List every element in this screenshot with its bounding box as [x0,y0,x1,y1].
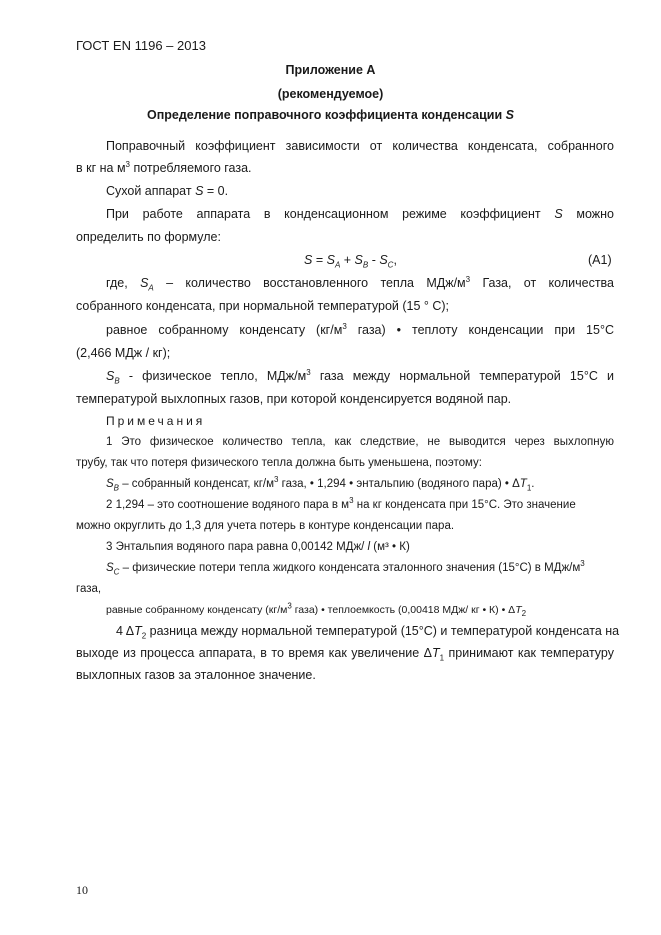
note-2-line-1 [106,497,576,513]
dry-symbol: S [195,184,204,198]
heading-text: Определение поправочного коэффициента конденсации [147,108,503,122]
sc-t: T [515,604,522,616]
sc-line-1 [106,560,585,576]
equal-line-2: (2,466 МДж / кг); [76,346,171,360]
where-sup: 3 [465,275,471,284]
n1-text-2: газа, • 1,294 • энтальпию (водяного пара) • Δ [278,478,520,490]
notes-heading: Примечания [106,414,206,428]
sb-line-2: температурой выхлопных газов, при которой конденсируется водяной пар. [76,392,512,406]
n3-text-end: (м³ • К) [370,541,410,553]
p1-sup: 3 [125,159,130,169]
note-4-line-3: выхлопных газов за эталонное значение. [76,668,316,682]
equal-part [106,323,347,337]
note-1-line-1: 1 Это физическое количество тепла, как следствие, не выводится через выхлопную [106,436,614,448]
p3-text: При работе аппарата в конденсационном режиме коэффициент [106,207,541,221]
dry-value: = 0. [203,184,229,198]
n2-text: 2 1,294 – это соотношение водяного пара в м [106,499,350,511]
sb-text: - физическое тепло, МДж/м [128,369,307,383]
note-4-line-1 [116,623,619,639]
formula-sa: S [326,253,335,267]
n1-tsub: 1 [526,483,532,493]
sc-sup: 3 [580,559,585,569]
n1-sup: 3 [274,475,279,485]
n2-sup: 3 [349,496,354,506]
n1-t: T [519,478,527,490]
n4-text-2: разница между нормальной температурой (15°С) и температурой конденсата на [146,624,620,638]
dry-text: Сухой аппарат [106,184,196,198]
formula-s: S [304,253,313,267]
formula-sc: S [379,253,388,267]
n4-tsub: 2 [141,631,147,641]
sc-text: – физические потери тепла жидкого конденсата эталонного значения (15°С) в МДж/м [119,562,581,574]
heading-symbol: S [505,108,514,122]
page-number: 10 [76,883,88,897]
sb-line-1 [106,368,614,384]
formula-a1 [304,252,397,268]
paragraph-1-line-2 [76,160,252,176]
note-1-line-2: трубу, так что потеря физического тепла должна быть уменьшена, поэтому: [76,457,482,469]
sb-desc [129,369,311,383]
equal-text-end: газа) • теплоту конденсации при 15°С [357,323,614,337]
p1-text: в кг на м [76,161,126,175]
n2-text-end: на кг конденсата при 15°С. Это значение [353,499,576,511]
sc-line-2: газа, [76,583,102,595]
p1-text-end: потребляемого газа. [130,161,252,175]
sb-sub: B [114,376,120,384]
n4-text-4: принимают как температуру [448,646,614,660]
formula-sb-sub: B [362,260,369,270]
note-3-line [106,539,410,555]
n1-end: . [531,478,535,490]
where-s: S [140,276,149,290]
equal-sup: 3 [342,322,347,331]
sb-text-end: газа между нормальной температурой 15°С и [319,369,614,383]
sc-text-3: газа) • теплоемкость (0,00418 МДж/ кг • К) • Δ [291,604,516,616]
formula-eq: = [312,253,327,267]
formula-end: , [393,253,397,267]
sc-s: S [106,562,114,574]
where-text: где, [106,276,128,290]
formula-sb: S [354,253,363,267]
sb-sup: 3 [306,368,311,377]
n4-text: 4 Δ [116,624,135,638]
formula-minus: - [368,253,380,267]
equal-text: равное собранному конденсату (кг/м [106,323,343,337]
sc-sup-2: 3 [287,601,292,611]
n4-t1: T [431,646,440,660]
note-4-line-2 [76,645,614,661]
n3-text: 3 Энтальпия водяного пара равна 0,00142 МДж/ [106,541,368,553]
formula-number: (А1) [588,253,612,267]
equal-line-1 [106,322,614,338]
sc-tsub: 2 [521,609,527,619]
appendix-status: (рекомендуемое) [277,87,384,101]
sc-line-3 [106,602,526,618]
n4-t1sub: 1 [439,653,445,661]
where-symbol [140,276,154,290]
formula-plus: + [340,253,355,267]
where-line-2: собранного конденсата, при нормальной температурой (15 ° С); [76,299,450,313]
paragraph-3-line-1 [106,206,614,222]
where-desc [166,276,470,290]
note-2-line-2: можно округлить до 1,3 для учета потерь в контуре конденсации пара. [76,520,455,532]
paragraph-1-line-1: Поправочный коэффициент зависимости от количества конденсата, собранного [106,139,614,153]
n4-text-3: выходе из процесса аппарата, в то время как увеличение Δ [76,646,432,660]
where-sub: A [148,283,154,291]
formula-sc-sub: C [387,260,394,270]
formula-sa-sub: A [334,260,341,270]
appendix-heading [0,107,661,123]
dry-apparatus-line [106,183,228,199]
n4-t: T [134,624,142,638]
sc-text-2: равные собранному конденсату (кг/м [106,604,288,616]
appendix-title: Приложение А [285,63,376,77]
where-desc-text: – количество восстановленного тепла МДж/м [166,276,466,290]
sb-s: S [106,369,115,383]
n3-l: l [367,541,371,553]
sc-sub: C [113,567,120,577]
p3-symbol: S [554,207,563,221]
where-desc-end: Газа, от количества [482,276,614,290]
n1-sub: B [113,483,120,493]
sb-symbol [106,369,120,383]
p3-text-end: можно [576,207,614,221]
n1-s: S [106,478,114,490]
note-1-formula [106,476,534,492]
n1-text: – собранный конденсат, кг/м [119,478,275,490]
standard-header: ГОСТ EN 1196 – 2013 [76,38,206,53]
where-line-1 [106,275,614,291]
paragraph-3-line-2: определить по формуле: [76,230,221,244]
